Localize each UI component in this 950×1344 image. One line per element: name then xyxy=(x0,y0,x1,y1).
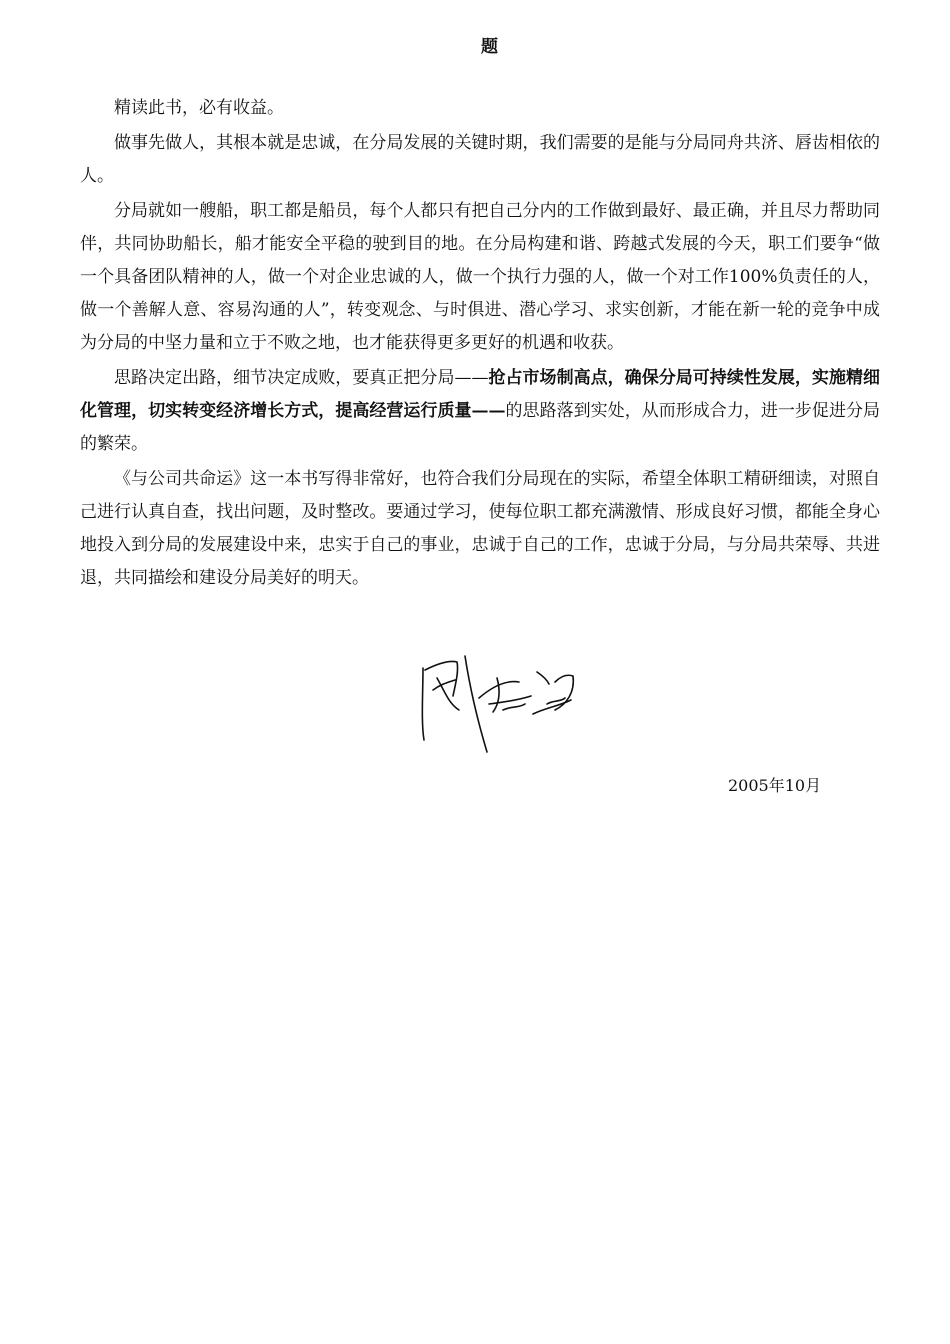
body-text xyxy=(80,92,880,597)
handwritten-signature-icon xyxy=(415,652,590,757)
paragraph-5: 《与公司共命运》这一本书写得非常好，也符合我们分局现在的实际，希望全体职工精研细读，对照自己进行认真自查，找出问题，及时整改。要通过学习，使每位职工都充满激情、形成良好习惯，都能全身心地投入到分局的发展建设中来，忠实于自己的事业，忠诚于自己的工作，忠诚于分局，与分局共荣辱、共进退，共同描绘和建设分局美好的明天。 xyxy=(80,469,880,588)
paragraph-4-emphasis: 抢占市场制高点，确保分局可持续性发展，实施精细化管理，切实转变经济增长方式，提高经营运行质量—— xyxy=(80,368,881,421)
paragraph-4 xyxy=(80,362,880,461)
paragraph-3: 分局就如一艘船，职工都是船员，每个人都只有把自己分内的工作做到最好、最正确，并且尽力帮助同伴，共同协助船长，船才能安全平稳的驶到目的地。在分局构建和谐、跨越式发展的今天，职工们要争“做一个具备团队精神的人，做一个对企业忠诚的人，做一个执行力强的人，做一个对工作100%负责任的人，做一个善解人意、容易沟通的人”，转变观念、与时俱进、潜心学习、求实创新，才能在新一轮的竞争中成为分局的中坚力量和立于不败之地，也才能获得更多更好的机遇和收获。 xyxy=(80,201,880,353)
paragraph-4-tail: 的思路落到实处，从而形成合力，进一步促进分局的繁荣。 xyxy=(80,401,881,454)
paragraph-2: 做事先做人，其根本就是忠诚，在分局发展的关键时期，我们需要的是能与分局同舟共济、唇齿相依的人。 xyxy=(80,133,880,186)
page-title: 题 xyxy=(481,37,499,57)
date: 2005年10月 xyxy=(728,776,822,795)
paragraph-1: 精读此书，必有收益。 xyxy=(114,98,284,118)
paragraph-4-lead: 思路决定出路，细节决定成败，要真正把分局—— xyxy=(114,368,489,388)
